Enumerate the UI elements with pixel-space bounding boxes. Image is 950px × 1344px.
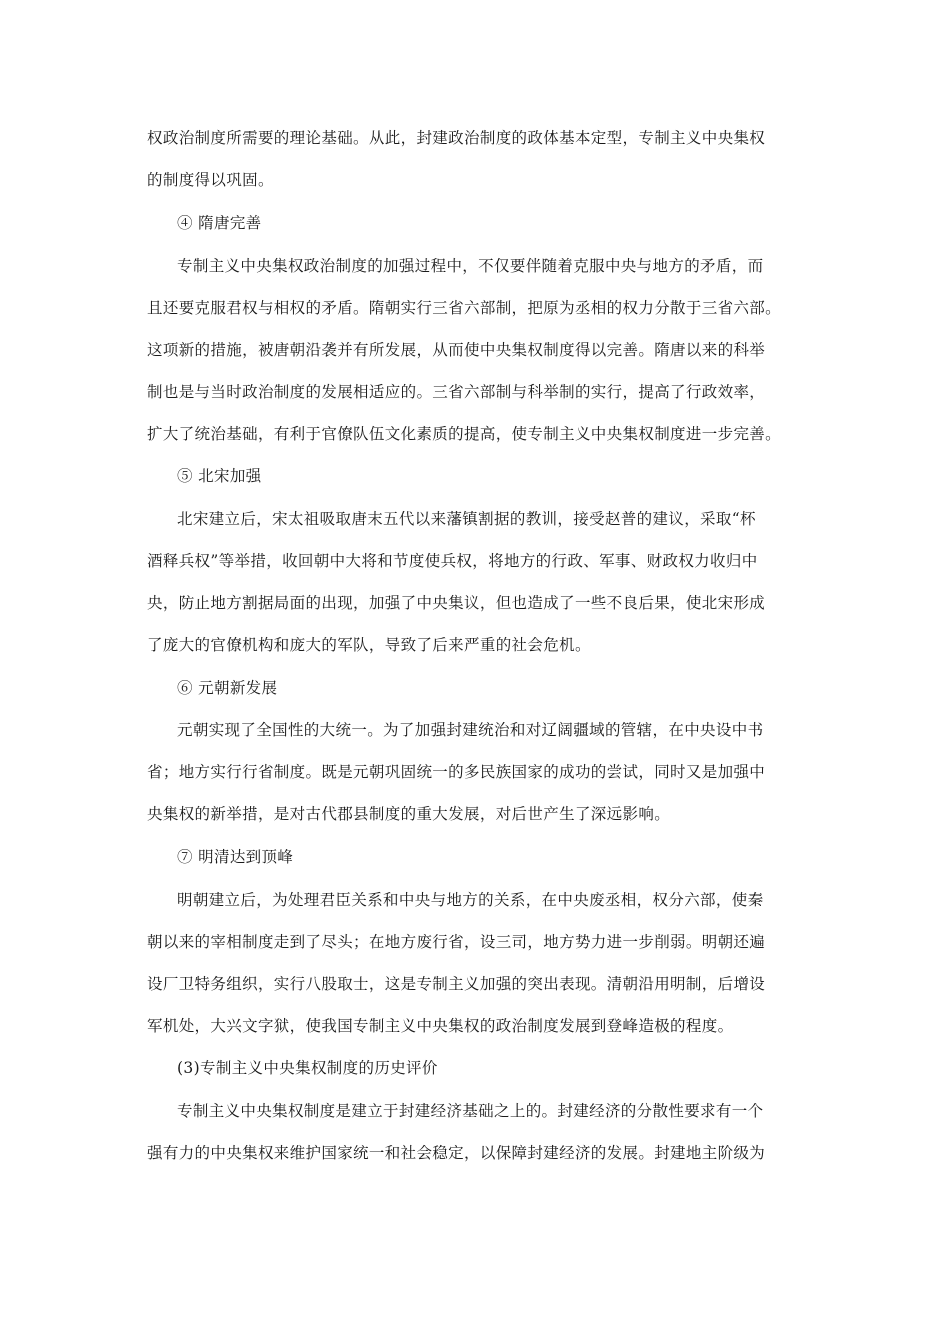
section-heading-ming-qing: ⑦ 明清达到顶峰 [177,848,294,866]
paragraph-line: 的制度得以巩固。 [147,171,274,189]
paragraph-line: 设厂卫特务组织，实行八股取士，这是专制主义加强的突出表现。清朝沿用明制，后增设 [147,975,766,993]
paragraph-line: 央，防止地方割据局面的出现，加强了中央集议，但也造成了一些不良后果，使北宋形成 [147,594,766,612]
paragraph-line: 北宋建立后，宋太祖吸取唐末五代以来藩镇割据的教训，接受赵普的建议，采取“杯 [177,510,756,528]
section-heading-sui-tang: ④ 隋唐完善 [177,214,262,232]
paragraph-line: 军机处，大兴文字狱，使我国专制主义中央集权的政治制度发展到登峰造极的程度。 [147,1017,734,1035]
paragraph-line: 制也是与当时政治制度的发展相适应的。三省六部制与科举制的实行，提高了行政效率， [147,383,766,401]
paragraph-line: 扩大了统治基础，有利于官僚队伍文化素质的提高，使专制主义中央集权制度进一步完善。 [147,425,782,443]
paragraph-line: 且还要克服君权与相权的矛盾。隋朝实行三省六部制，把原为丞相的权力分散于三省六部。 [147,299,782,317]
paragraph-line: 朝以来的宰相制度走到了尽头；在地方废行省，设三司，地方势力进一步削弱。明朝还遍 [147,933,766,951]
paragraph-line: 专制主义中央集权制度是建立于封建经济基础之上的。封建经济的分散性要求有一个 [177,1102,764,1120]
paragraph-line: 酒释兵权”等举措，收回朝中大将和节度使兵权，将地方的行政、军事、财政权力收归中 [147,552,758,570]
paragraph-line: 权政治制度所需要的理论基础。从此，封建政治制度的政体基本定型，专制主义中央集权 [147,129,766,147]
paragraph-line: 专制主义中央集权政治制度的加强过程中，不仅要伴随着克服中央与地方的矛盾，而 [177,257,764,275]
paragraph-line: 元朝实现了全国性的大统一。为了加强封建统治和对辽阔疆域的管辖，在中央设中书 [177,721,764,739]
section-heading-evaluation: (3)专制主义中央集权制度的历史评价 [177,1059,438,1077]
section-heading-northern-song: ⑤ 北宋加强 [177,467,262,485]
paragraph-line: 强有力的中央集权来维护国家统一和社会稳定，以保障封建经济的发展。封建地主阶级为 [147,1144,766,1162]
paragraph-line: 这项新的措施，被唐朝沿袭并有所发展，从而使中央集权制度得以完善。隋唐以来的科举 [147,341,766,359]
paragraph-line: 明朝建立后，为处理君臣关系和中央与地方的关系，在中央废丞相，权分六部，使秦 [177,891,764,909]
paragraph-line: 央集权的新举措，是对古代郡县制度的重大发展，对后世产生了深远影响。 [147,805,671,823]
paragraph-line: 省；地方实行行省制度。既是元朝巩固统一的多民族国家的成功的尝试，同时又是加强中 [147,763,766,781]
section-heading-yuan: ⑥ 元朝新发展 [177,679,278,697]
paragraph-line: 了庞大的官僚机构和庞大的军队，导致了后来严重的社会危机。 [147,636,591,654]
